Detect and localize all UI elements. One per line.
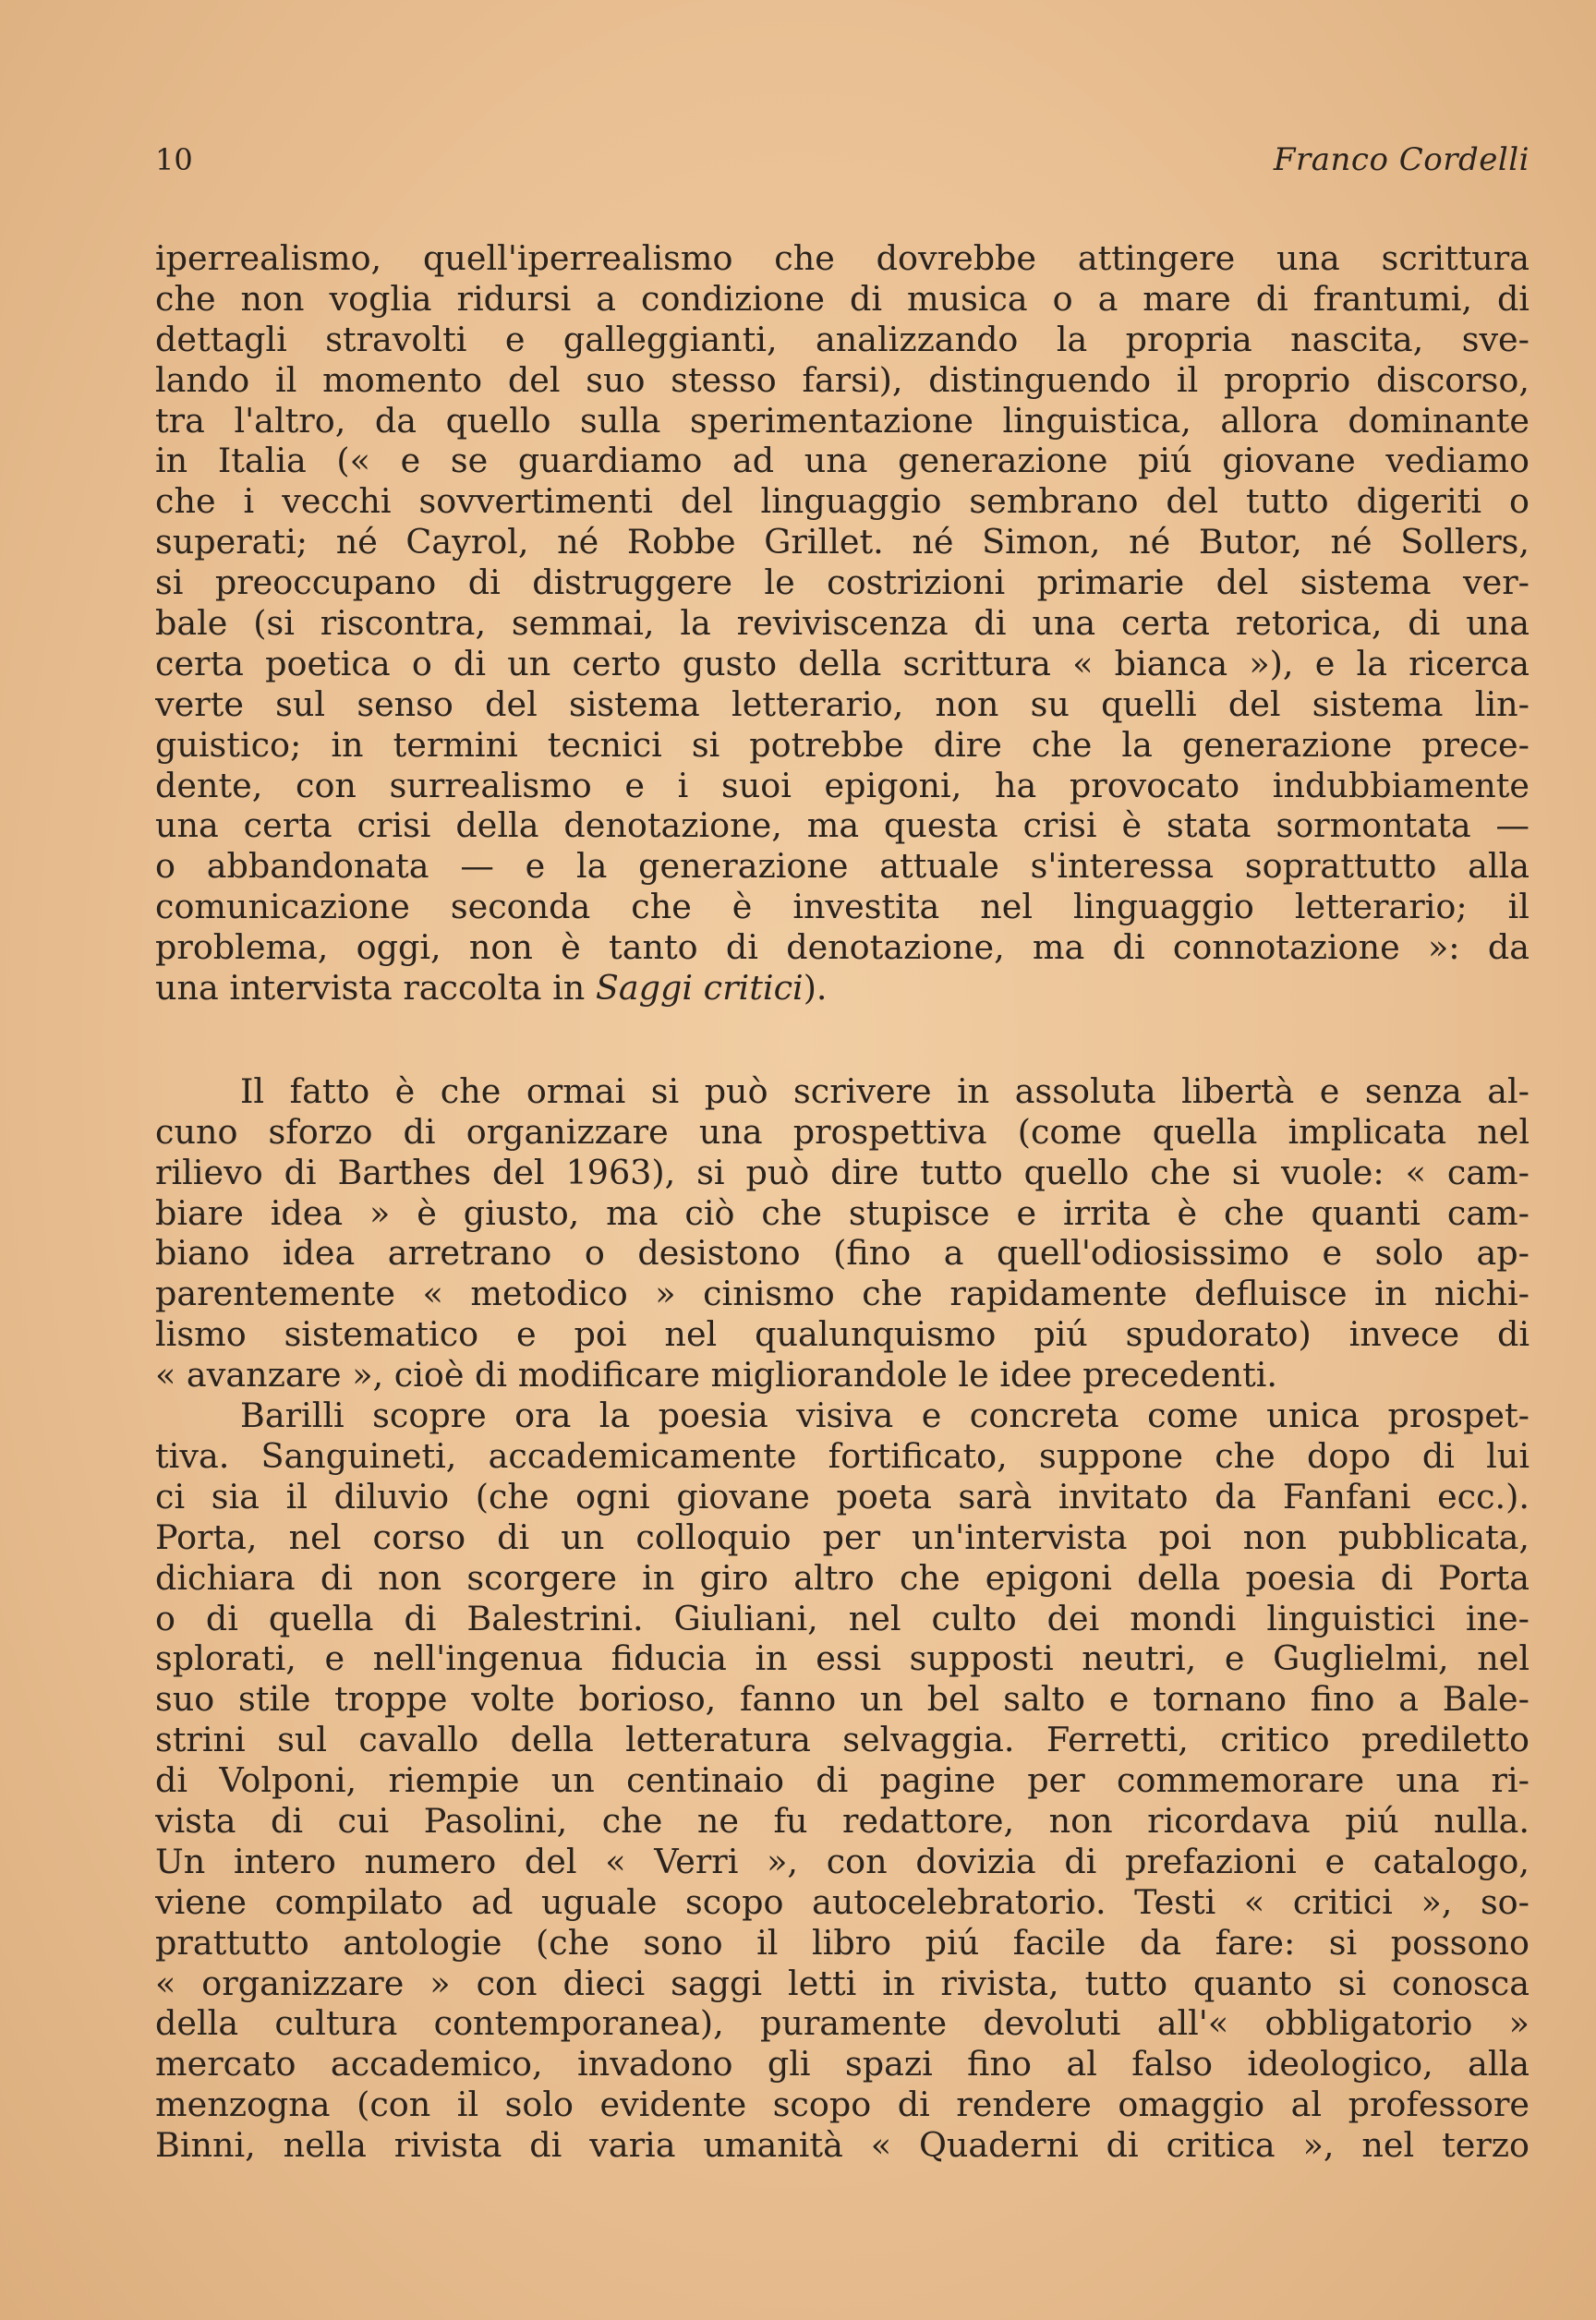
body-text — [155, 238, 1530, 2166]
book-title: Saggi critici — [595, 968, 804, 1009]
text-line: ci sia il diluvio (che ogni giovane poeta sarà invitato da Fanfani ecc.). — [155, 1476, 1530, 1516]
text-span: una intervista raccolta in — [155, 968, 596, 1009]
text-line: rilievo di Barthes del 1963), si può dire tutto quello che si vuole: « cam- — [155, 1152, 1530, 1192]
text-line-last — [155, 968, 1530, 1009]
text-line: lando il momento del suo stesso farsi), distinguendo il proprio discorso, — [155, 359, 1530, 400]
running-head: Franco Cordelli — [1273, 141, 1530, 178]
paragraph-2 — [155, 1071, 1530, 1396]
text-line: comunicazione seconda che è investita nel linguaggio letterario; il — [155, 887, 1530, 927]
paragraph-3 — [155, 1396, 1530, 2166]
text-line: di Volponi, riempie un centinaio di pagine per commemorare una ri- — [155, 1760, 1530, 1801]
text-line: suo stile troppe volte borioso, fanno un bel salto e tornano fino a Bale- — [155, 1679, 1530, 1720]
text-line: certa poetica o di un certo gusto della scrittura « bianca »), e la ricerca — [155, 643, 1530, 683]
text-line: cuno sforzo di organizzare una prospettiva (come quella implicata nel — [155, 1111, 1530, 1152]
text-line: una certa crisi della denotazione, ma questa crisi è stata sormontata — — [155, 805, 1530, 846]
text-line: strini sul cavallo della letteratura selvaggia. Ferretti, critico prediletto — [155, 1720, 1530, 1760]
text-line: si preoccupano di distruggere le costrizioni primarie del sistema ver- — [155, 562, 1530, 603]
text-line: vista di cui Pasolini, che ne fu redattore, non ricordava piú nulla. — [155, 1800, 1530, 1841]
text-line: menzogna (con il solo evidente scopo di rendere omaggio al professore — [155, 2084, 1530, 2125]
text-line: parentemente « metodico » cinismo che rapidamente defluisce in nichi- — [155, 1274, 1530, 1314]
text-line: dente, con surrealismo e i suoi epigoni, ha provocato indubbiamente — [155, 765, 1530, 805]
paragraph-gap — [155, 1009, 1530, 1071]
text-line: verte sul senso del sistema letterario, non su quelli del sistema lin- — [155, 683, 1530, 724]
text-line: superati; né Cayrol, né Robbe Grillet. né Simon, né Butor, né Sollers, — [155, 522, 1530, 562]
text-line: biare idea » è giusto, ma ciò che stupisce e irrita è che quanti cam- — [155, 1192, 1530, 1233]
paragraph-1 — [155, 238, 1530, 1009]
text-line: Porta, nel corso di un colloquio per un'intervista poi non pubblicata, — [155, 1516, 1530, 1557]
text-line: problema, oggi, non è tanto di denotazione, ma di connotazione »: da — [155, 927, 1530, 968]
text-line: prattutto antologie (che sono il libro piú facile da fare: si possono — [155, 1922, 1530, 1963]
text-line: guistico; in termini tecnici si potrebbe dire che la generazione prece- — [155, 724, 1530, 765]
text-line: splorati, e nell'ingenua fiducia in essi supposti neutri, e Guglielmi, nel — [155, 1638, 1530, 1679]
text-line: Barilli scopre ora la poesia visiva e concreta come unica prospet- — [240, 1396, 1530, 1436]
text-line: « organizzare » con dieci saggi letti in rivista, tutto quanto si conosca — [155, 1963, 1530, 2003]
text-line: tra l'altro, da quello sulla sperimentazione linguistica, allora dominante — [155, 400, 1530, 441]
text-line: Un intero numero del « Verri », con dovizia di prefazioni e catalogo, — [155, 1841, 1530, 1881]
text-line: o abbandonata — e la generazione attuale s'interessa soprattutto alla — [155, 846, 1530, 887]
text-line: o di quella di Balestrini. Giuliani, nel culto dei mondi linguistici ine- — [155, 1598, 1530, 1638]
text-line: mercato accademico, invadono gli spazi fino al falso ideologico, alla — [155, 2044, 1530, 2084]
text-line: lismo sistematico e poi nel qualunquismo piú spudorato) invece di — [155, 1314, 1530, 1355]
text-line: che non voglia ridursi a condizione di musica o a mare di frantumi, di — [155, 278, 1530, 319]
text-line: iperrealismo, quell'iperrealismo che dovrebbe attingere una scrittura — [155, 238, 1530, 278]
text-line: che i vecchi sovvertimenti del linguaggio sembrano del tutto digeriti o — [155, 481, 1530, 522]
text-line: « avanzare », cioè di modificare migliorandole le idee precedenti. — [155, 1355, 1278, 1396]
page-header — [155, 134, 1530, 189]
text-line: viene compilato ad uguale scopo autocelebratorio. Testi « critici », so- — [155, 1881, 1530, 1922]
text-line: biano idea arretrano o desistono (fino a quell'odiosissimo e solo ap- — [155, 1233, 1530, 1274]
text-line: Binni, nella rivista di varia umanità « Quaderni di critica », nel terzo — [155, 2125, 1530, 2166]
page-number: 10 — [155, 142, 193, 177]
text-line: dichiara di non scorgere in giro altro che epigoni della poesia di Porta — [155, 1557, 1530, 1598]
text-line: in Italia (« e se guardiamo ad una generazione piú giovane vediamo — [155, 441, 1530, 481]
text-span: ). — [803, 968, 828, 1009]
text-line: Il fatto è che ormai si può scrivere in assoluta libertà e senza al- — [240, 1070, 1530, 1111]
text-line: bale (si riscontra, semmai, la reviviscenza di una certa retorica, di una — [155, 603, 1530, 644]
text-line: della cultura contemporanea), puramente devoluti all'« obbligatorio » — [155, 2003, 1530, 2044]
text-line: tiva. Sanguineti, accademicamente fortificato, suppone che dopo di lui — [155, 1435, 1530, 1476]
text-line: dettagli stravolti e galleggianti, analizzando la propria nascita, sve- — [155, 319, 1530, 359]
